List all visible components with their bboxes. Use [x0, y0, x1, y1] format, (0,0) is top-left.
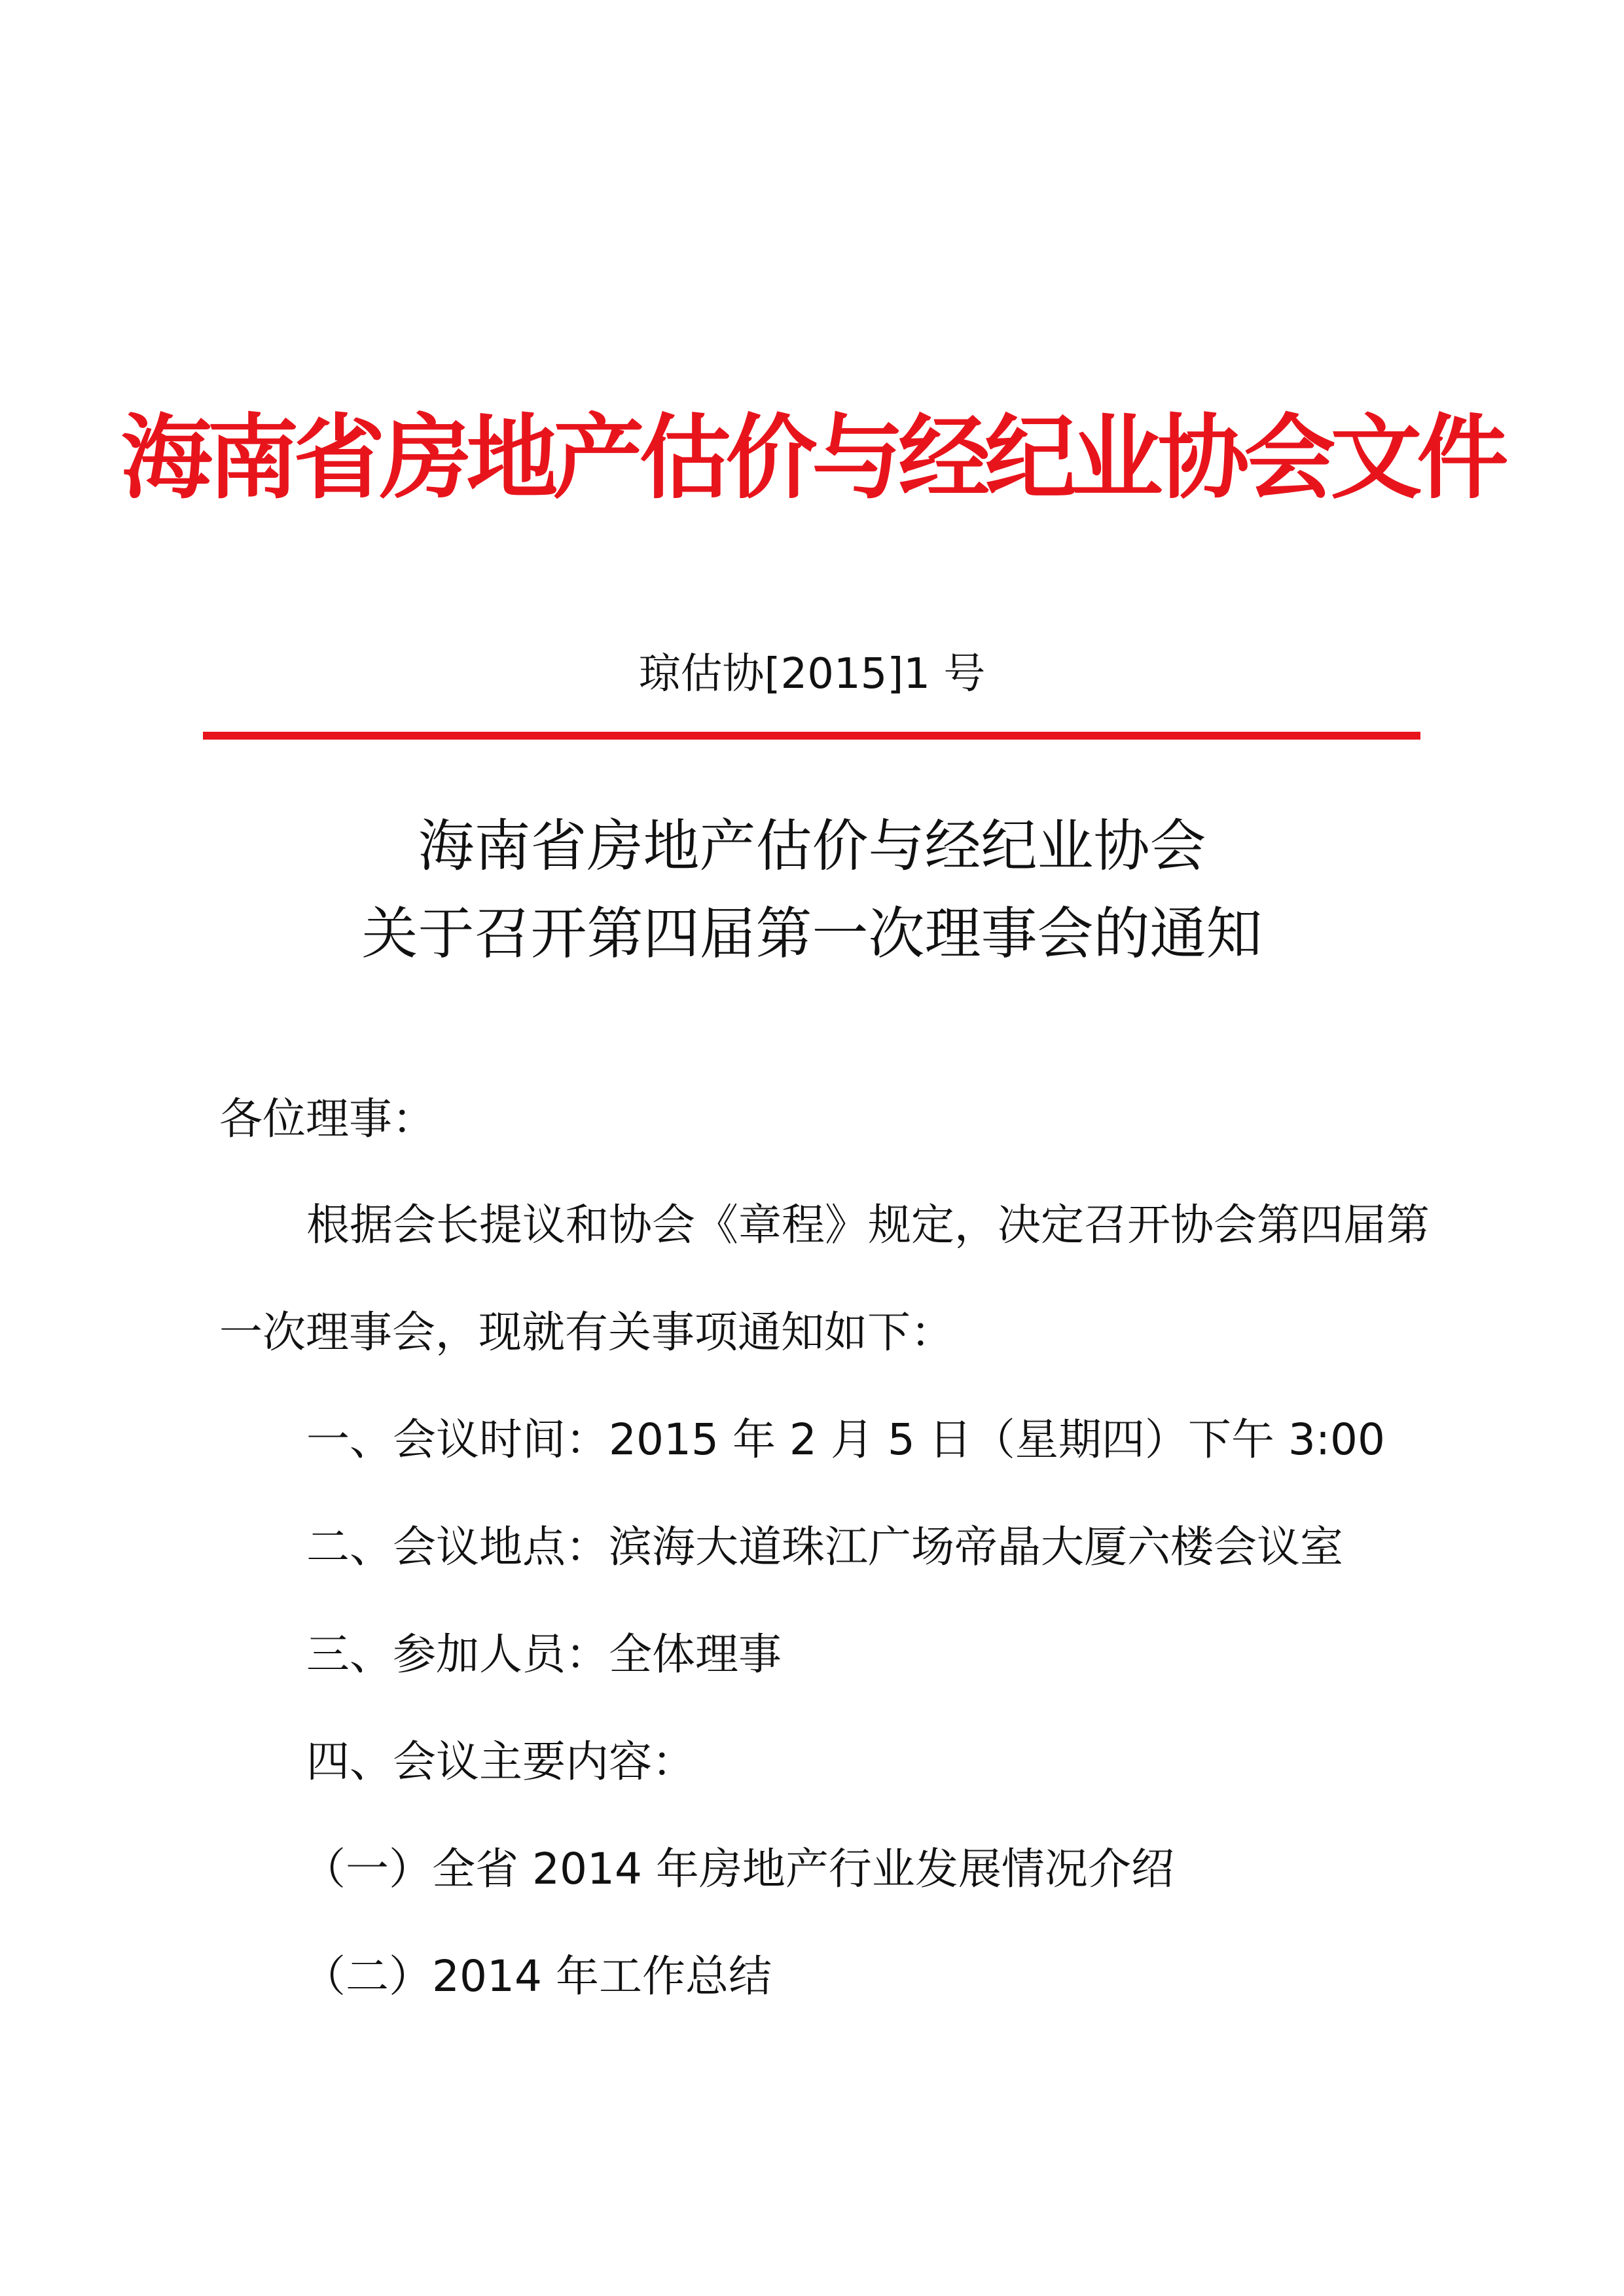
- document-number: 琼估协[2015]1 号: [638, 650, 986, 698]
- salutation: 各位理事：: [219, 1094, 435, 1144]
- item-meeting-location: 二、会议地点：滨海大道珠江广场帝晶大厦六楼会议室: [306, 1522, 1343, 1572]
- document-header-title: 海南省房地产估价与经纪业协会文件: [120, 404, 1504, 512]
- item-meeting-time: 一、会议时间：2015 年 2 月 5 日（星期四）下午 3:00: [306, 1414, 1386, 1465]
- item-attendees: 三、参加人员：全体理事: [306, 1629, 782, 1679]
- notice-title-line-1: 海南省房地产估价与经纪业协会: [418, 814, 1206, 879]
- subitem-industry-report: （一）全省 2014 年房地产行业发展情况介绍: [302, 1844, 1174, 1894]
- item-main-content: 四、会议主要内容：: [306, 1736, 695, 1787]
- notice-title-line-2: 关于召开第四届第一次理事会的通知: [361, 901, 1263, 967]
- intro-paragraph-line-2: 一次理事会，现就有关事项通知如下：: [219, 1307, 954, 1357]
- red-divider-line: [203, 732, 1420, 740]
- subitem-work-summary: （二）2014 年工作总结: [302, 1951, 772, 2001]
- intro-paragraph-line-1: 根据会长提议和协会《章程》规定，决定召开协会第四届第: [306, 1200, 1430, 1250]
